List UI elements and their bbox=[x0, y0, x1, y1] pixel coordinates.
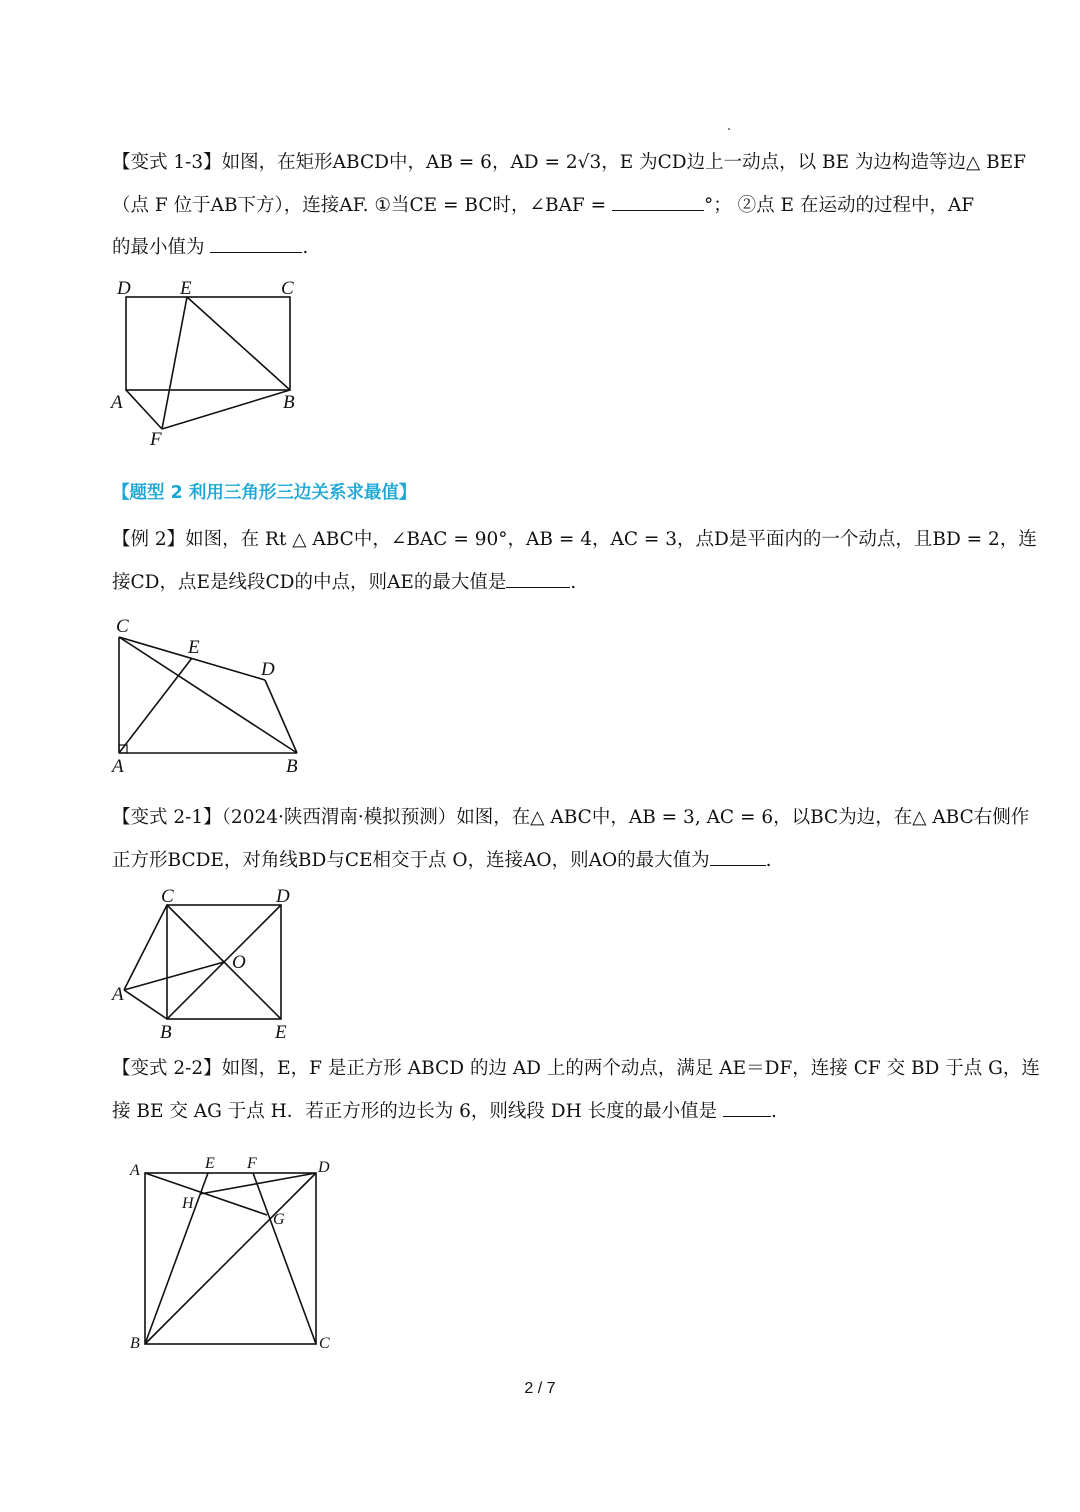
problem-ex2-line2-a: 接CD，点E是线段CD的中点，则AE的最大值是 bbox=[112, 572, 507, 593]
label-e: E bbox=[188, 637, 200, 658]
label-c: C bbox=[319, 1335, 330, 1352]
problem-v13-line3-a: 的最小值为 bbox=[112, 237, 205, 258]
label-e: E bbox=[275, 1022, 287, 1043]
label-f: F bbox=[150, 429, 162, 450]
label-d: D bbox=[117, 278, 131, 299]
diagonal-bd bbox=[145, 1173, 316, 1344]
label-o: O bbox=[232, 952, 246, 973]
section-heading: 【题型 2 利用三角形三边关系求最值】 bbox=[112, 483, 417, 503]
label-d: D bbox=[318, 1159, 330, 1176]
problem-ex2-line1: 【例 2】如图，在 Rt △ ABC中，∠BAC = 90°，AB = 4，AC = 3，点D是平面内的一个动点，且BD = 2，连 bbox=[112, 529, 1037, 550]
label-b: B bbox=[283, 392, 295, 413]
segment-cf bbox=[253, 1173, 316, 1344]
problem-v21-line1: 【变式 2-1】（2024·陕西渭南·模拟预测）如图，在△ ABC中，AB = 3, AC = 6，以BC为边，在△ ABC右侧作 bbox=[112, 807, 1030, 828]
problem-v13-line2-a: （点 F 位于AB下方），连接AF. ①当CE = BC时，∠BAF = bbox=[112, 195, 607, 216]
problem-v22-line1: 【变式 2-2】如图，E，F 是正方形 ABCD 的边 AD 上的两个动点，满足 AE＝DF，连接 CF 交 BD 于点 G，连 bbox=[112, 1058, 1040, 1079]
segment-be bbox=[145, 1173, 208, 1344]
label-c: C bbox=[116, 616, 129, 637]
period: . bbox=[302, 237, 309, 258]
page-number: 2 / 7 bbox=[524, 1380, 556, 1397]
label-b: B bbox=[130, 1335, 140, 1352]
label-b: B bbox=[160, 1022, 172, 1043]
label-a: A bbox=[130, 1162, 140, 1179]
problem-v21-line2-a: 正方形BCDE，对角线BD与CE相交于点 O，连接AO，则AO的最大值为 bbox=[112, 850, 710, 871]
period: . bbox=[765, 850, 772, 871]
label-b: B bbox=[286, 756, 298, 777]
label-d: D bbox=[261, 659, 275, 680]
problem-v13-line2-b: °； ②点 E 在运动的过程中，AF bbox=[704, 195, 975, 216]
label-g: G bbox=[273, 1211, 285, 1228]
label-a: A bbox=[112, 756, 124, 777]
label-c: C bbox=[281, 278, 294, 299]
label-e: E bbox=[180, 278, 192, 299]
label-a: A bbox=[112, 984, 124, 1005]
label-c: C bbox=[161, 886, 174, 907]
problem-v22-line2-a: 接 BE 交 AG 于点 H．若正方形的边长为 6，则线段 DH 长度的最小值是 bbox=[112, 1101, 724, 1122]
label-f: F bbox=[247, 1155, 257, 1172]
period: . bbox=[570, 572, 577, 593]
problem-v13-line1: 【变式 1-3】如图，在矩形ABCD中，AB = 6，AD = 2√3，E 为CD边上一动点，以 BE 为边构造等边△ BEF bbox=[112, 152, 1027, 173]
label-a: A bbox=[111, 392, 123, 413]
label-h: H bbox=[182, 1195, 194, 1212]
label-d: D bbox=[276, 886, 290, 907]
period: . bbox=[771, 1101, 777, 1122]
label-e: E bbox=[205, 1155, 215, 1172]
